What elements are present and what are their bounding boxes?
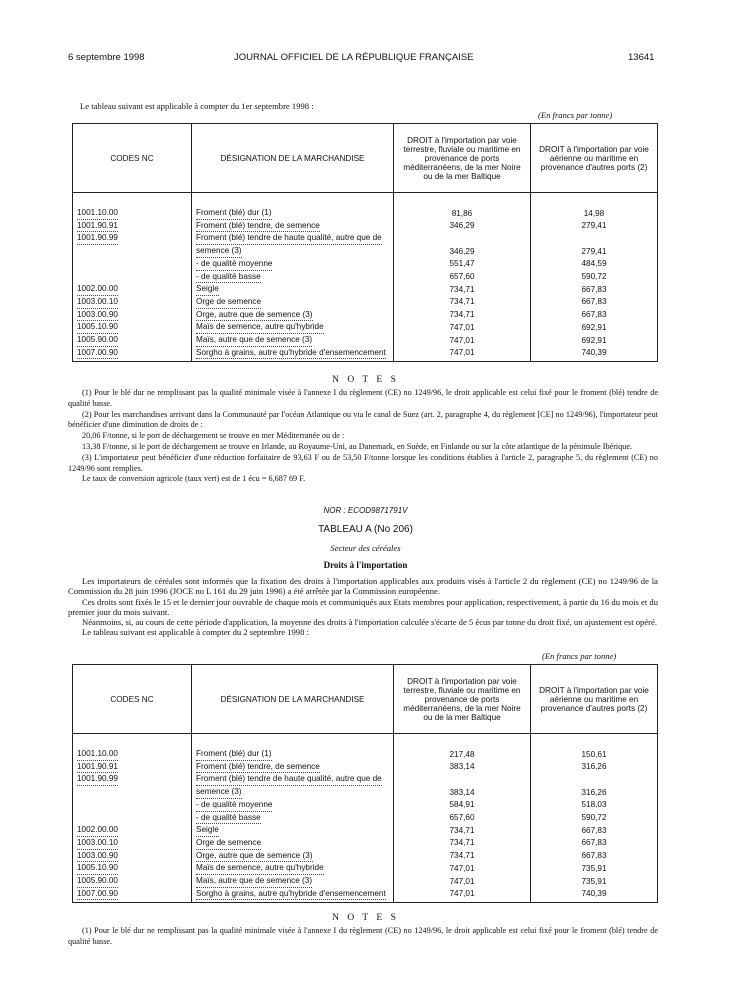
table-spacer-row (73, 734, 658, 749)
droit-mediterranee-cell (394, 283, 531, 296)
table-row (73, 799, 658, 812)
designation-cell-text: semence (3) (196, 786, 242, 799)
designation-cell-text: Seigle (196, 283, 219, 296)
droit-mediterranee-cell-text: 551,47 (449, 259, 475, 269)
code-cell-text: 1003.00.10 (77, 837, 118, 850)
droit-mediterranee-cell (394, 773, 531, 786)
code-cell-text: 1005.90.00 (77, 875, 118, 888)
code-cell (73, 761, 192, 774)
spacer-cell (531, 193, 658, 208)
designation-cell (192, 824, 394, 837)
header-date: 6 septembre 1998 (68, 52, 145, 63)
code-cell (73, 232, 192, 245)
table-row (73, 837, 658, 850)
table1-header-designation: DÉSIGNATION DE LA MARCHANDISE (192, 124, 394, 193)
code-cell-text: 1001.90.91 (77, 220, 118, 233)
table-row (73, 321, 658, 334)
droit-autres-cell-text: 735,91 (581, 876, 607, 886)
code-cell-text: 1007.00.90 (77, 888, 118, 901)
droit-mediterranee-cell-text: 734,71 (449, 297, 475, 307)
designation-cell (192, 748, 394, 761)
designation-cell-text: Froment (blé) dur (1) (196, 748, 272, 761)
droit-mediterranee-cell-text: 217,48 (449, 749, 475, 759)
droit-mediterranee-cell (394, 207, 531, 220)
droit-mediterranee-cell-text: 734,71 (449, 851, 475, 861)
droit-mediterranee-cell-text: 81,86 (451, 208, 473, 218)
table-row (73, 245, 658, 258)
droit-mediterranee-cell (394, 220, 531, 233)
droit-autres-cell (531, 888, 658, 903)
table2 (72, 664, 658, 903)
code-cell (73, 837, 192, 850)
droit-autres-cell-text: 692,91 (581, 322, 607, 332)
code-cell-text: 1003.00.10 (77, 296, 118, 309)
section-body (68, 576, 658, 638)
code-cell-text: 1003.00.90 (77, 309, 118, 322)
designation-cell (192, 296, 394, 309)
code-cell (73, 824, 192, 837)
droit-mediterranee-cell-text: 747,01 (449, 876, 475, 886)
designation-cell (192, 837, 394, 850)
section-paragraph-2: Ces droits sont fixés le 15 et le dernier jour ouvrable de chaque mois et communiqués aux Etats membres pour application, respectivement, à partir du 16 du mois et du premier jour du mois suivant. (68, 596, 658, 617)
header-title: JOURNAL OFFICIEL DE LA RÉPUBLIQUE FRANÇAISE (234, 52, 474, 63)
table1 (72, 123, 658, 362)
code-cell (73, 296, 192, 309)
notes1-title: N O T E S (332, 375, 399, 385)
table1-header-droit-mediterranee: DROIT à l'importation par voie terrestre, fluviale ou maritime en provenance de ports méditerranéens, de la mer Noire ou de la mer Baltique (394, 124, 531, 193)
table-row (73, 748, 658, 761)
droit-autres-cell (531, 207, 658, 220)
droit-autres-cell-text: 14,98 (583, 208, 605, 218)
designation-cell-text: Froment (blé) tendre, de semence (196, 761, 320, 774)
table-row (73, 220, 658, 233)
code-cell (73, 812, 192, 825)
droit-autres-cell-text: 735,91 (581, 863, 607, 873)
code-cell-text: 1003.00.90 (77, 850, 118, 863)
table-row (73, 824, 658, 837)
designation-cell-text: - de qualité basse (196, 271, 261, 284)
designation-cell (192, 271, 394, 284)
table-row (73, 812, 658, 825)
code-cell (73, 347, 192, 362)
notes1-note-2b: 13,38 F/tonne, si le port de déchargement se trouve en Irlande, au Royaume-Uni, au Danemark, en Suède, en Finlande ou sur la côte atlantique de la péninsule Ibérique. (82, 441, 633, 451)
tableau-title: TABLEAU A (No 206) (318, 524, 413, 535)
droit-autres-cell-text: 518,03 (581, 800, 607, 810)
droit-mediterranee-cell-text: 657,60 (449, 813, 475, 823)
code-cell-text: 1001.90.91 (77, 761, 118, 774)
code-cell (73, 271, 192, 284)
droit-mediterranee-cell (394, 321, 531, 334)
droit-mediterranee-cell (394, 232, 531, 245)
designation-cell (192, 862, 394, 875)
code-cell (73, 258, 192, 271)
code-cell (73, 786, 192, 799)
designation-cell-text: Sorgho à grains, autre qu'hybride d'ensemencement (196, 347, 386, 360)
droit-autres-cell (531, 245, 658, 258)
droit-autres-cell (531, 824, 658, 837)
droit-mediterranee-cell (394, 875, 531, 888)
code-cell-text: 1002.00.00 (77, 824, 118, 837)
code-cell (73, 850, 192, 863)
droit-autres-cell-text: 590,72 (581, 272, 607, 282)
table-row (73, 309, 658, 322)
designation-cell (192, 258, 394, 271)
droit-mediterranee-cell (394, 347, 531, 362)
table1-unit: (En francs par tonne) (538, 110, 613, 120)
table-row (73, 773, 658, 786)
designation-cell-text: - de qualité moyenne (196, 258, 272, 271)
table2-unit: (En francs par tonne) (542, 651, 617, 661)
code-cell (73, 799, 192, 812)
code-cell-text: 1005.10.90 (77, 321, 118, 334)
droit-autres-cell-text: 279,41 (581, 246, 607, 256)
droit-mediterranee-cell (394, 296, 531, 309)
table-row (73, 786, 658, 799)
designation-cell (192, 850, 394, 863)
droit-autres-cell (531, 309, 658, 322)
code-cell (73, 888, 192, 903)
code-cell (73, 283, 192, 296)
droit-mediterranee-cell-text: 734,71 (449, 825, 475, 835)
table-row (73, 271, 658, 284)
designation-cell-text: Orge de semence (196, 296, 261, 309)
spacer-cell (192, 193, 394, 208)
designation-cell-text: Seigle (196, 824, 219, 837)
designation-cell (192, 888, 394, 903)
droit-mediterranee-cell-text: 747,01 (449, 348, 475, 358)
droit-autres-cell (531, 258, 658, 271)
designation-cell (192, 245, 394, 258)
spacer-cell (73, 734, 192, 749)
section-paragraph-1: Les importateurs de céréales sont informés que la fixation des droits à l'importation applicables aux produits visés à l'article 2 du règlement (CE) no 1249/96 de la Commission du 28 juin 1996 (JOCE no L 161 du 29 juin 1996) a été arrêtée par la Commission européenne. (68, 576, 658, 597)
droit-mediterranee-cell (394, 786, 531, 799)
droit-mediterranee-cell (394, 748, 531, 761)
code-cell-text: 1007.00.90 (77, 347, 118, 360)
designation-cell (192, 773, 394, 786)
table-row (73, 850, 658, 863)
spacer-cell (394, 734, 531, 749)
code-cell (73, 875, 192, 888)
designation-cell (192, 334, 394, 347)
droit-autres-cell-text: 740,39 (581, 348, 607, 358)
droit-mediterranee-cell (394, 850, 531, 863)
designation-cell (192, 283, 394, 296)
notes1-note-2a: 20,06 F/tonne, si le port de déchargement se trouve en mer Méditerranée ou de : (82, 431, 345, 441)
code-cell (73, 773, 192, 786)
droit-autres-cell (531, 773, 658, 786)
header-page-number: 13641 (628, 52, 655, 63)
table2-header-droit-mediterranee: DROIT à l'importation par voie terrestre, fluviale ou maritime en provenance de ports méditerranéens, de la mer Noire ou de la mer Baltique (394, 665, 531, 734)
spacer-cell (192, 734, 394, 749)
droit-autres-cell (531, 850, 658, 863)
droit-autres-cell (531, 296, 658, 309)
nor-reference: NOR : ECOD9871791V (323, 506, 408, 515)
table2-header-droit-autres: DROIT à l'importation par voie aérienne ou maritime en provenance d'autres ports (2) (531, 665, 658, 734)
droit-autres-cell (531, 748, 658, 761)
table-row (73, 232, 658, 245)
code-cell-text: 1001.10.00 (77, 748, 118, 761)
designation-cell (192, 309, 394, 322)
section-paragraph-3: Néanmoins, si, au cours de cette période d'application, la moyenne des droits à l'importation calculée s'écarte de 5 écus par tonne du droit fixé, un ajustement est opéré. (82, 617, 657, 628)
droit-autres-cell (531, 232, 658, 245)
table2-header-codes: CODES NC (73, 665, 192, 734)
droit-autres-cell-text: 590,72 (581, 813, 607, 823)
droit-mediterranee-cell (394, 888, 531, 903)
code-cell (73, 309, 192, 322)
droit-autres-cell (531, 862, 658, 875)
droit-autres-cell-text: 667,83 (581, 297, 607, 307)
designation-cell (192, 220, 394, 233)
droit-mediterranee-cell (394, 271, 531, 284)
droit-autres-cell (531, 271, 658, 284)
code-cell (73, 220, 192, 233)
droit-autres-cell-text: 484,59 (581, 259, 607, 269)
droit-autres-cell-text: 692,91 (581, 335, 607, 345)
droit-autres-cell (531, 799, 658, 812)
designation-cell (192, 875, 394, 888)
designation-cell (192, 321, 394, 334)
notes1-note-1: (1) Pour le blé dur ne remplissant pas la qualité minimale visée à l'annexe I du règlement (CE) no 1249/96, le droit applicable est celui fixé pour le froment (blé) tendre de qualité basse. (68, 388, 658, 408)
code-cell-text: 1002.00.00 (77, 283, 118, 296)
table-row (73, 761, 658, 774)
designation-cell-text: Orge de semence (196, 837, 261, 850)
droit-mediterranee-cell-text: 747,01 (449, 322, 475, 332)
table1-header-codes: CODES NC (73, 124, 192, 193)
notes2 (68, 926, 658, 948)
code-cell (73, 245, 192, 258)
droit-autres-cell (531, 875, 658, 888)
designation-cell-text: Maïs de semence, autre qu'hybride (196, 321, 324, 334)
designation-cell (192, 347, 394, 362)
designation-cell-text: Sorgho à grains, autre qu'hybride d'ensemencement (196, 888, 386, 901)
table-row (73, 207, 658, 220)
table-row (73, 334, 658, 347)
table-row (73, 258, 658, 271)
designation-cell-text: semence (3) (196, 245, 242, 258)
droit-mediterranee-cell (394, 334, 531, 347)
designation-cell-text: Maïs, autre que de semence (3) (196, 334, 312, 347)
secteur-title: Secteur des céréales (330, 543, 401, 553)
table-row (73, 283, 658, 296)
code-cell (73, 321, 192, 334)
droit-mediterranee-cell (394, 837, 531, 850)
droit-autres-cell (531, 334, 658, 347)
table1-body (73, 193, 658, 362)
table2-body (73, 734, 658, 903)
table-spacer-row (73, 193, 658, 208)
designation-cell-text: Froment (blé) dur (1) (196, 207, 272, 220)
droit-mediterranee-cell-text: 734,71 (449, 838, 475, 848)
droit-autres-cell-text: 667,83 (581, 284, 607, 294)
droit-mediterranee-cell-text: 747,01 (449, 863, 475, 873)
droit-mediterranee-cell-text: 734,71 (449, 310, 475, 320)
designation-cell (192, 761, 394, 774)
droit-autres-cell (531, 761, 658, 774)
droit-mediterranee-cell-text: 584,91 (449, 800, 475, 810)
droit-autres-cell-text: 316,26 (581, 787, 607, 797)
droit-autres-cell (531, 347, 658, 362)
designation-cell-text: Maïs, autre que de semence (3) (196, 875, 312, 888)
notes1-note-2: (2) Pour les marchandises arrivant dans la Communauté par l'océan Atlantique ou via le canal de Suez (art. 2, paragraphe 4, du règlement [CE] no 1249/96), l'importateur peut bénéficier d'une diminution de droits de : (68, 409, 658, 430)
droit-mediterranee-cell (394, 309, 531, 322)
spacer-cell (531, 734, 658, 749)
spacer-cell (73, 193, 192, 208)
droit-autres-cell (531, 837, 658, 850)
table-row (73, 862, 658, 875)
designation-cell-text: - de qualité moyenne (196, 799, 272, 812)
code-cell (73, 207, 192, 220)
droit-mediterranee-cell-text: 346,29 (449, 221, 475, 231)
designation-cell (192, 232, 394, 245)
droit-mediterranee-cell-text: 747,01 (449, 335, 475, 345)
droit-mediterranee-cell-text: 383,14 (449, 762, 475, 772)
droit-mediterranee-cell-text: 346,29 (449, 246, 475, 256)
code-cell (73, 862, 192, 875)
notes1-note-3: (3) L'importateur peut bénéficier d'une réduction forfaitaire de 93,63 F ou de 53,50 F/tonne lorsque les conditions établies à l'article 2, paragraphe 5, du règlement (CE) no 1249/96 sont remplies. (68, 452, 658, 473)
designation-cell (192, 799, 394, 812)
table-row (73, 875, 658, 888)
droit-mediterranee-cell-text: 747,01 (449, 889, 475, 899)
designation-cell-text: Froment (blé) tendre de haute qualité, autre que de (196, 773, 382, 786)
droit-mediterranee-cell-text: 734,71 (449, 284, 475, 294)
droit-autres-cell (531, 220, 658, 233)
droit-autres-cell-text: 667,83 (581, 825, 607, 835)
designation-cell (192, 786, 394, 799)
code-cell (73, 748, 192, 761)
code-cell-text: 1001.90.99 (77, 773, 118, 786)
droit-autres-cell-text: 150,61 (581, 749, 607, 759)
droit-autres-cell (531, 812, 658, 825)
droit-autres-cell-text: 667,83 (581, 838, 607, 848)
code-cell-text: 1005.90.00 (77, 334, 118, 347)
designation-cell-text: Froment (blé) tendre de haute qualité, autre que de (196, 232, 382, 245)
designation-cell-text: Froment (blé) tendre, de semence (196, 220, 320, 233)
table-row (73, 347, 658, 362)
droit-autres-cell-text: 667,83 (581, 851, 607, 861)
droit-autres-cell (531, 321, 658, 334)
droit-mediterranee-cell-text: 657,60 (449, 272, 475, 282)
droit-mediterranee-cell (394, 824, 531, 837)
designation-cell (192, 207, 394, 220)
code-cell-text: 1001.10.00 (77, 207, 118, 220)
droit-mediterranee-cell (394, 245, 531, 258)
table2-header-designation: DÉSIGNATION DE LA MARCHANDISE (192, 665, 394, 734)
table-row (73, 296, 658, 309)
table1-intro: Le tableau suivant est applicable à compter du 1er septembre 1998 : (80, 101, 314, 111)
code-cell (73, 334, 192, 347)
designation-cell-text: Maïs de semence, autre qu'hybride (196, 862, 324, 875)
droit-autres-cell-text: 279,41 (581, 221, 607, 231)
droit-autres-cell (531, 283, 658, 296)
designation-cell (192, 812, 394, 825)
droit-autres-cell-text: 740,39 (581, 889, 607, 899)
droits-heading: Droits à l'importation (323, 560, 408, 570)
notes2-note-1: (1) Pour le blé dur ne remplissant pas la qualité minimale visée à l'annexe I du règlement (CE) no 1249/96, le droit applicable est celui fixé pour le froment (blé) tendre de qualité basse. (68, 926, 658, 946)
droit-autres-cell (531, 786, 658, 799)
designation-cell-text: Orge, autre que de semence (3) (196, 850, 313, 863)
droit-mediterranee-cell (394, 862, 531, 875)
table1-header-droit-autres: DROIT à l'importation par voie aérienne ou maritime en provenance d'autres ports (2) (531, 124, 658, 193)
spacer-cell (394, 193, 531, 208)
droit-mediterranee-cell-text: 383,14 (449, 787, 475, 797)
droit-autres-cell-text: 316,26 (581, 762, 607, 772)
code-cell-text: 1001.90.99 (77, 232, 118, 245)
droit-mediterranee-cell (394, 799, 531, 812)
droit-mediterranee-cell (394, 812, 531, 825)
table-row (73, 888, 658, 903)
notes1-conversion-rate: Le taux de conversion agricole (taux vert) est de 1 écu = 6,687 69 F. (82, 474, 306, 484)
table2-intro: Le tableau suivant est applicable à compter du 2 septembre 1998 : (82, 627, 309, 638)
droit-mediterranee-cell (394, 258, 531, 271)
notes2-title: N O T E S (332, 913, 399, 923)
notes1 (68, 388, 658, 485)
droit-autres-cell-text: 667,83 (581, 310, 607, 320)
designation-cell-text: - de qualité basse (196, 812, 261, 825)
designation-cell-text: Orge, autre que de semence (3) (196, 309, 313, 322)
droit-mediterranee-cell (394, 761, 531, 774)
code-cell-text: 1005.10.90 (77, 862, 118, 875)
